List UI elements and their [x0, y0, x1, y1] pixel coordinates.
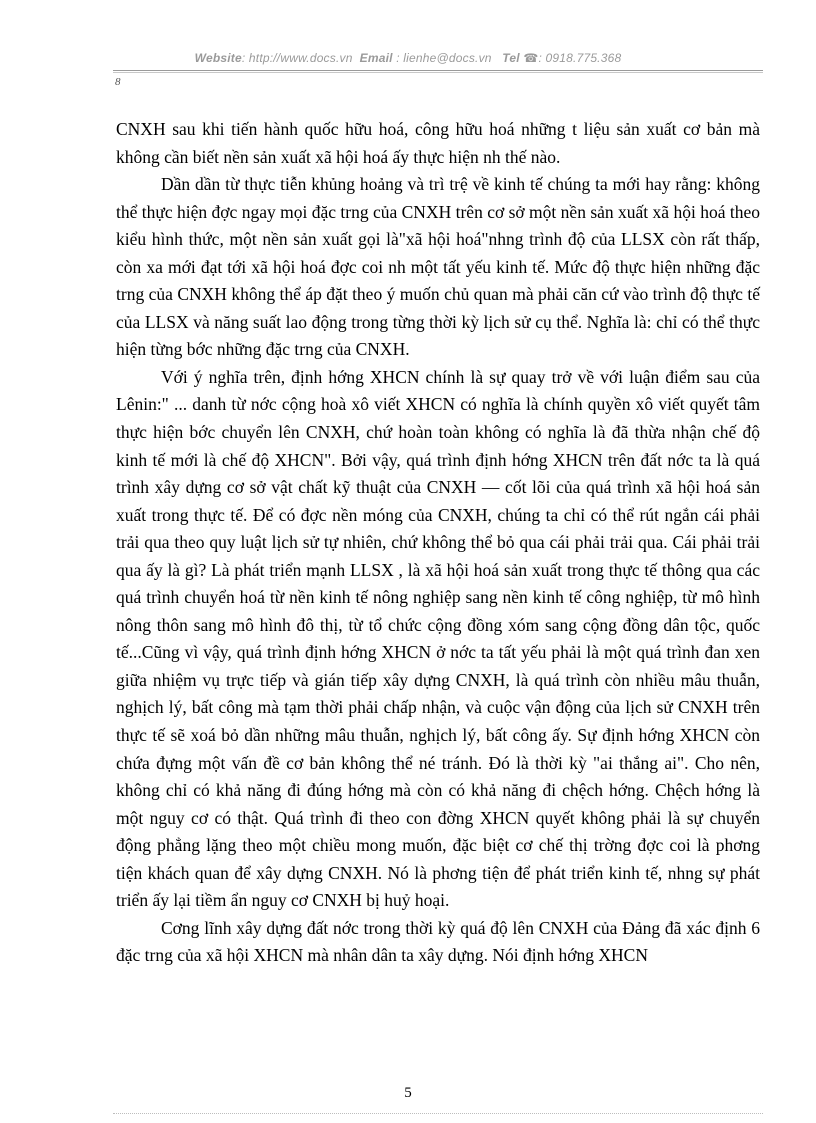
- page-mark: 8: [115, 76, 121, 88]
- phone-icon: ☎: [523, 51, 539, 65]
- header-divider: [113, 70, 763, 71]
- website-value[interactable]: : http://www.docs.vn: [241, 51, 353, 65]
- email-label: Email: [359, 51, 393, 65]
- paragraph-2: Dần dần từ thực tiễn khủng hoảng và trì trệ về kinh tế chúng ta mới hay rằng: không thể thực hiện đợc ngay mọi đặc trng của CNXH trên cơ sở một nền sản xuất xã hội hoá theo kiểu hình thức, một nền sản xuất gọi là"xã hội hoá"nhng trình độ của LLSX còn rất thấp, còn xa mới đạt tới xã hội hoá đợc coi nh một tất yếu kinh tế. Mức độ thực hiện những đặc trng của CNXH không thể áp đặt theo ý muốn chủ quan mà phải căn cứ vào trình độ thực tế của LLSX và năng suất lao động trong từng thời kỳ lịch sử cụ thể. Nghĩa là: chỉ có thể thực hiện từng bớc những đặc trng của CNXH.: [116, 174, 760, 360]
- tel-value: : 0918.775.368: [538, 51, 622, 65]
- paragraph-1: CNXH sau khi tiến hành quốc hữu hoá, công hữu hoá những t liệu sản xuất cơ bản mà không cần biết nền sản xuất xã hội hoá ấy thực hiện nh thế nào.: [116, 119, 760, 167]
- tel-label: Tel: [502, 51, 520, 65]
- footer-divider: [113, 1113, 763, 1114]
- page-number: 5: [404, 1085, 412, 1101]
- paragraph-3: Với ý nghĩa trên, định hớng XHCN chính là sự quay trở về với luận điểm sau của Lênin:" ... danh từ nớc cộng hoà xô viết XHCN có nghĩa là chính quyền xô viết quyết tâm thực hiện bớc chuyển lên CNXH, chứ hoàn toàn không có nghĩa là đã thừa nhận chế độ kinh tế mới là chế độ XHCN". Bởi vậy, quá trình định hớng XHCN trên đất nớc ta là quá trình xây dựng cơ sở vật chất kỹ thuật của CNXH — cốt lõi của quá trình xã hội hoá sản xuất trong thực tế. Để có đợc nền móng của CNXH, chúng ta chỉ có thể rút ngắn cái phải trải qua theo quy luật lịch sử tự nhiên, chứ không thể bỏ qua cái phải trải qua. Cái phải trải qua ấy là gì? Là phát triển mạnh LLSX , là xã hội hoá sản xuất trong thực tế thông qua các quá trình chuyển hoá từ nền kinh tế nông nghiệp sang nền kinh tế công nghiệp, từ mô hình nông thôn sang mô hình đô thị, từ tổ chức cộng đồng xóm sang cộng đồng dân tộc, quốc tế...Cũng vì vậy, quá trình định hớng XHCN ở nớc ta tất yếu phải là một quá trình đan xen giữa nhiệm vụ trực tiếp và gián tiếp xây dựng CNXH, là quá trình còn nhiều mâu thuẫn, nghịch lý, bất công mà tạm thời phải chấp nhận, và cuộc vận động của lịch sử CNXH trên thực tế sẽ xoá bỏ dần những mâu thuẫn, nghịch lý, bất công ấy. Sự định hớng XHCN còn chứa đựng một vấn đề cơ bản không thể né tránh. Đó là thời kỳ "ai thắng ai". Cho nên, không chỉ có khả năng đi đúng hớng mà còn có khả năng đi chệch hớng. Chệch hớng là một nguy cơ có thật. Quá trình đi theo con đờng XHCN quyết không phải là sự chuyển động phẳng lặng theo một chiều mong muốn, đặc biệt cơ chế thị trờng đợc coi là phơng tiện khách quan để xây dựng CNXH. Nó là phơng tiện để phát triển kinh tế, nhng sự phát triển ấy lại tiềm ẩn nguy cơ CNXH bị huỷ hoại.: [116, 366, 760, 911]
- document-body: [116, 116, 760, 970]
- paragraph-4: Cơng lĩnh xây dựng đất nớc trong thời kỳ quá độ lên CNXH của Đảng đã xác định 6 đặc trng của xã hội XHCN mà nhân dân ta xây dựng. Nói định hớng XHCN: [116, 917, 760, 966]
- website-label: Website: [194, 51, 242, 65]
- header-divider-secondary: [113, 72, 763, 73]
- email-value[interactable]: : lienhe@docs.vn: [396, 51, 492, 65]
- page-header: [0, 51, 816, 65]
